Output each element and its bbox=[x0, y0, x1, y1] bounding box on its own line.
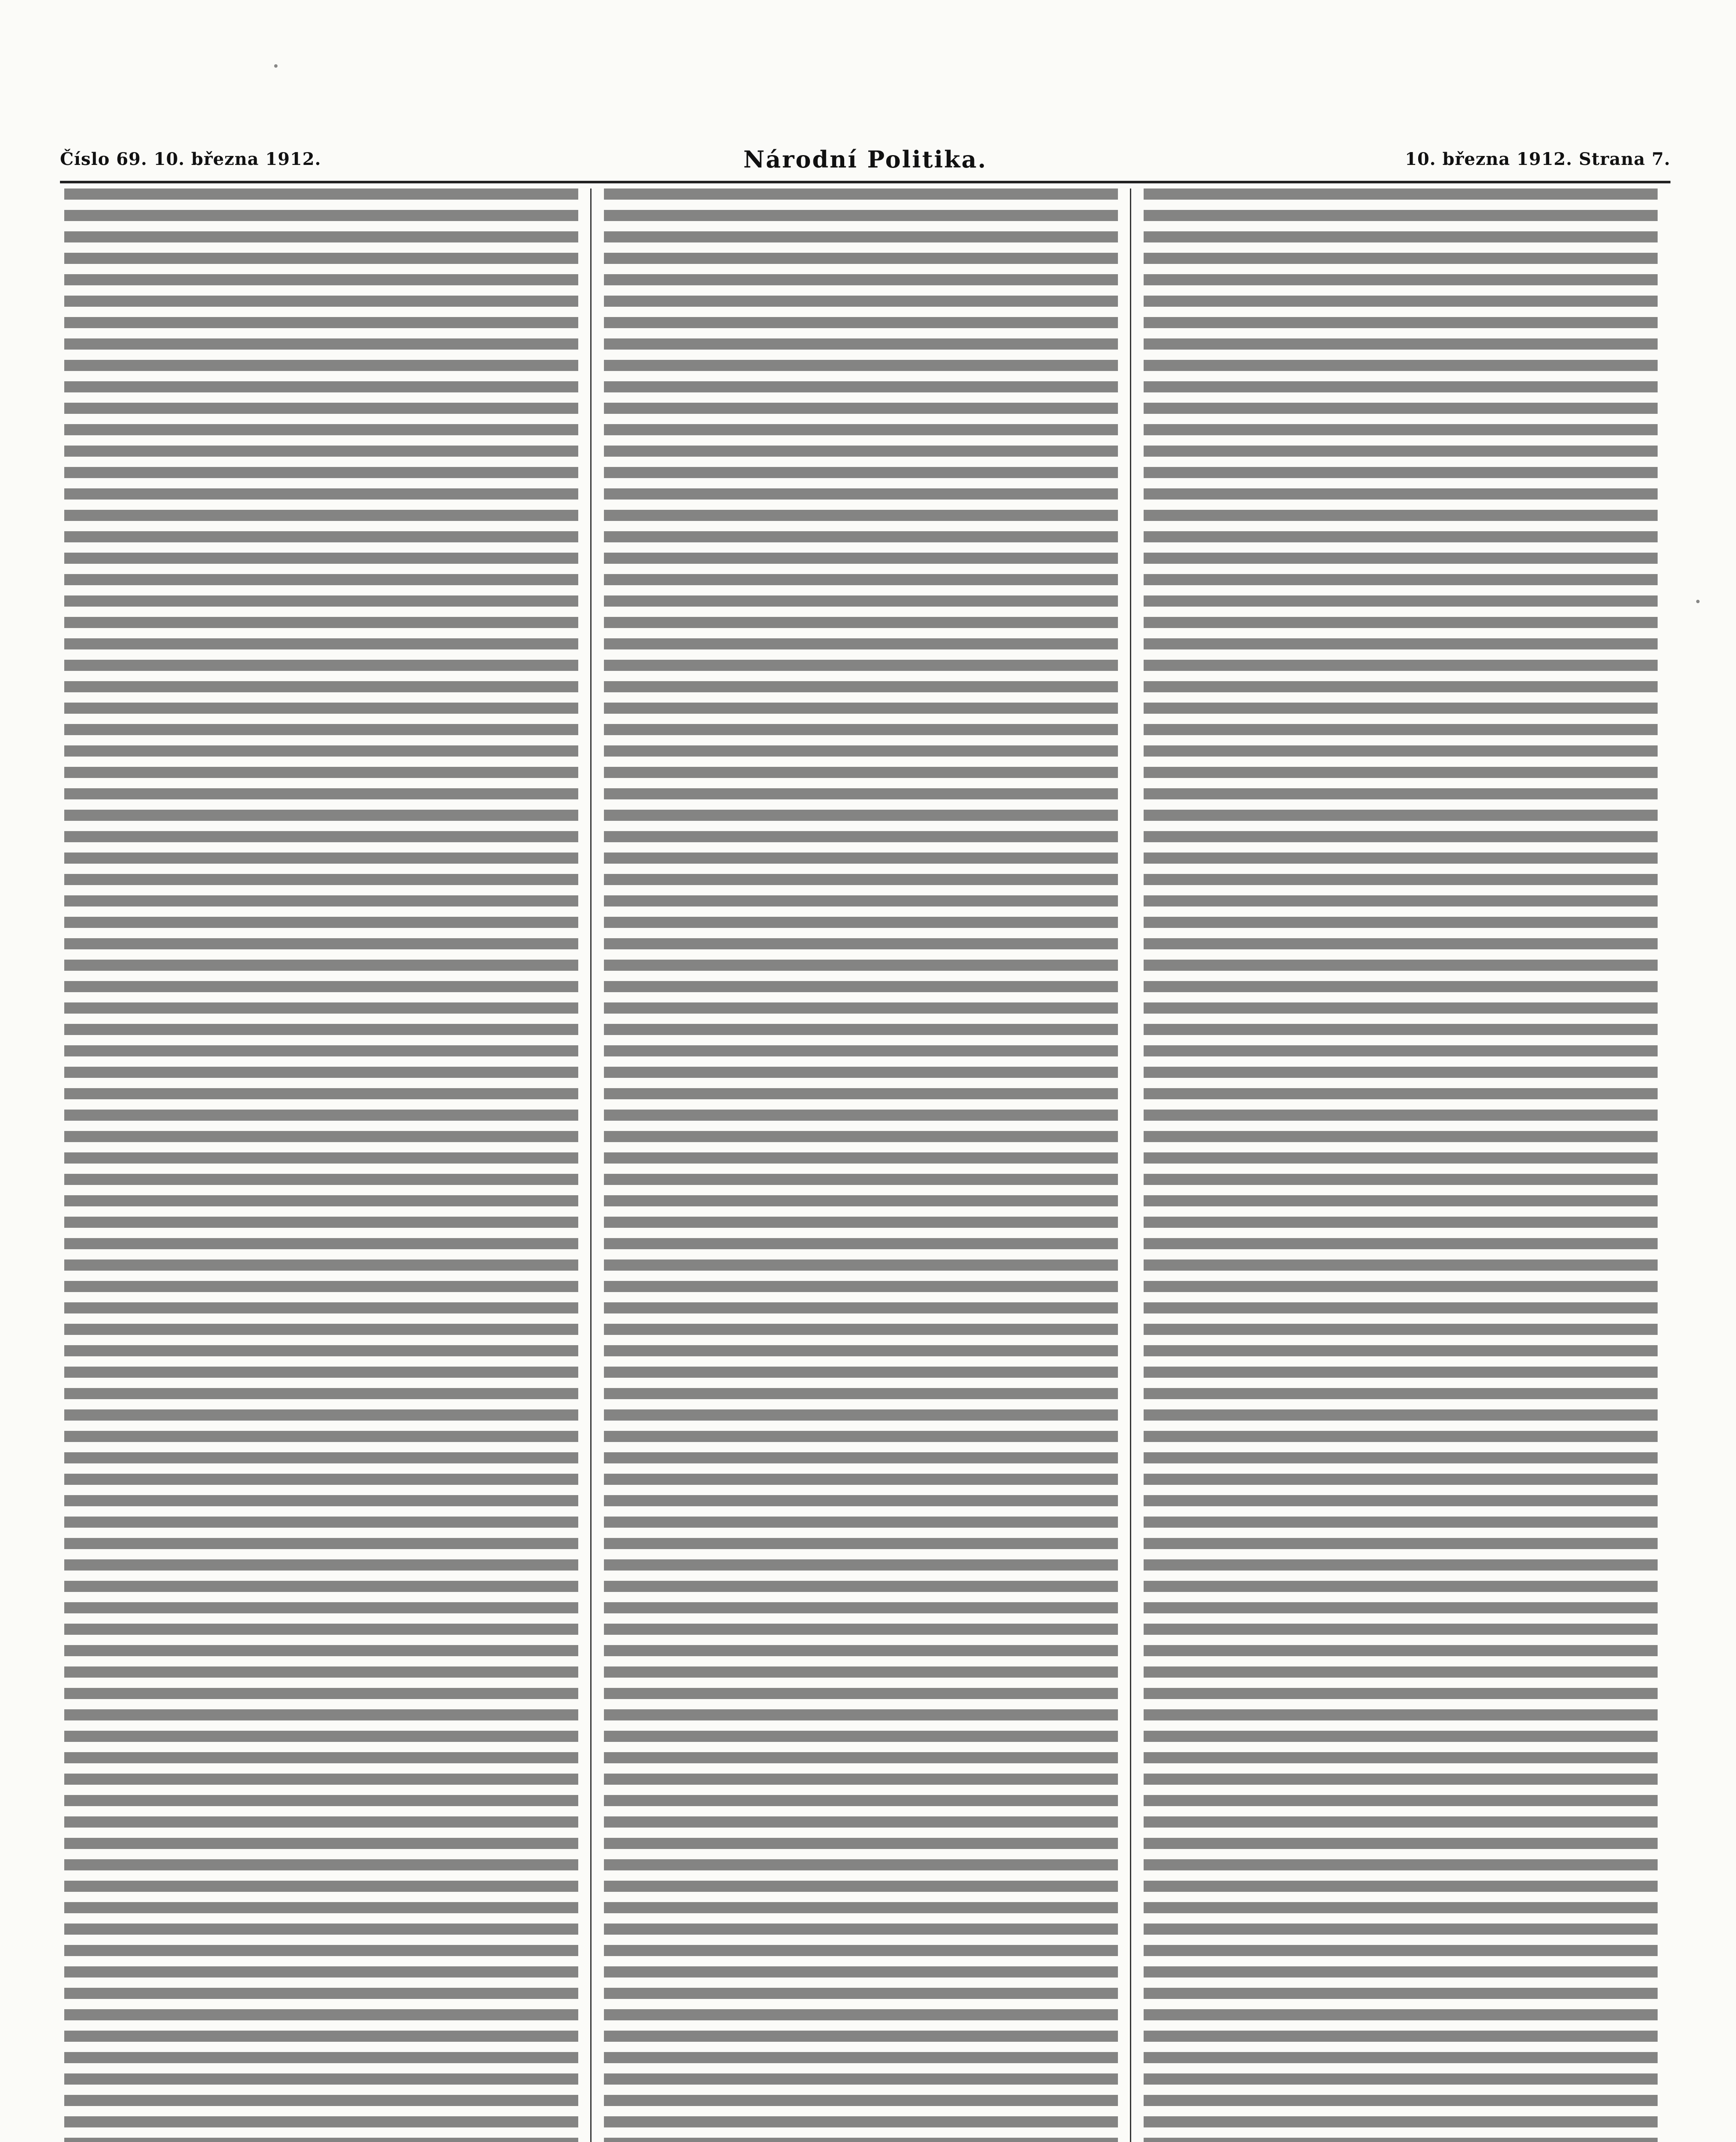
column-divider bbox=[590, 188, 592, 2142]
scan-speck bbox=[274, 64, 278, 68]
column-divider bbox=[1130, 188, 1131, 2142]
newspaper-title: Národní Politika. bbox=[743, 146, 987, 173]
issue-info: Číslo 69. 10. března 1912. bbox=[60, 149, 321, 169]
header-rule bbox=[60, 181, 1670, 183]
column-1-text bbox=[64, 188, 578, 2142]
page-header bbox=[60, 141, 1670, 180]
date-page-info: 10. března 1912. Strana 7. bbox=[1405, 149, 1670, 169]
column-3-text bbox=[1144, 188, 1658, 2142]
column-2-text bbox=[604, 188, 1118, 2142]
column-2 bbox=[604, 188, 1118, 2142]
column-3 bbox=[1144, 188, 1658, 2142]
column-1 bbox=[64, 188, 578, 2142]
scan-speck bbox=[1696, 600, 1700, 603]
